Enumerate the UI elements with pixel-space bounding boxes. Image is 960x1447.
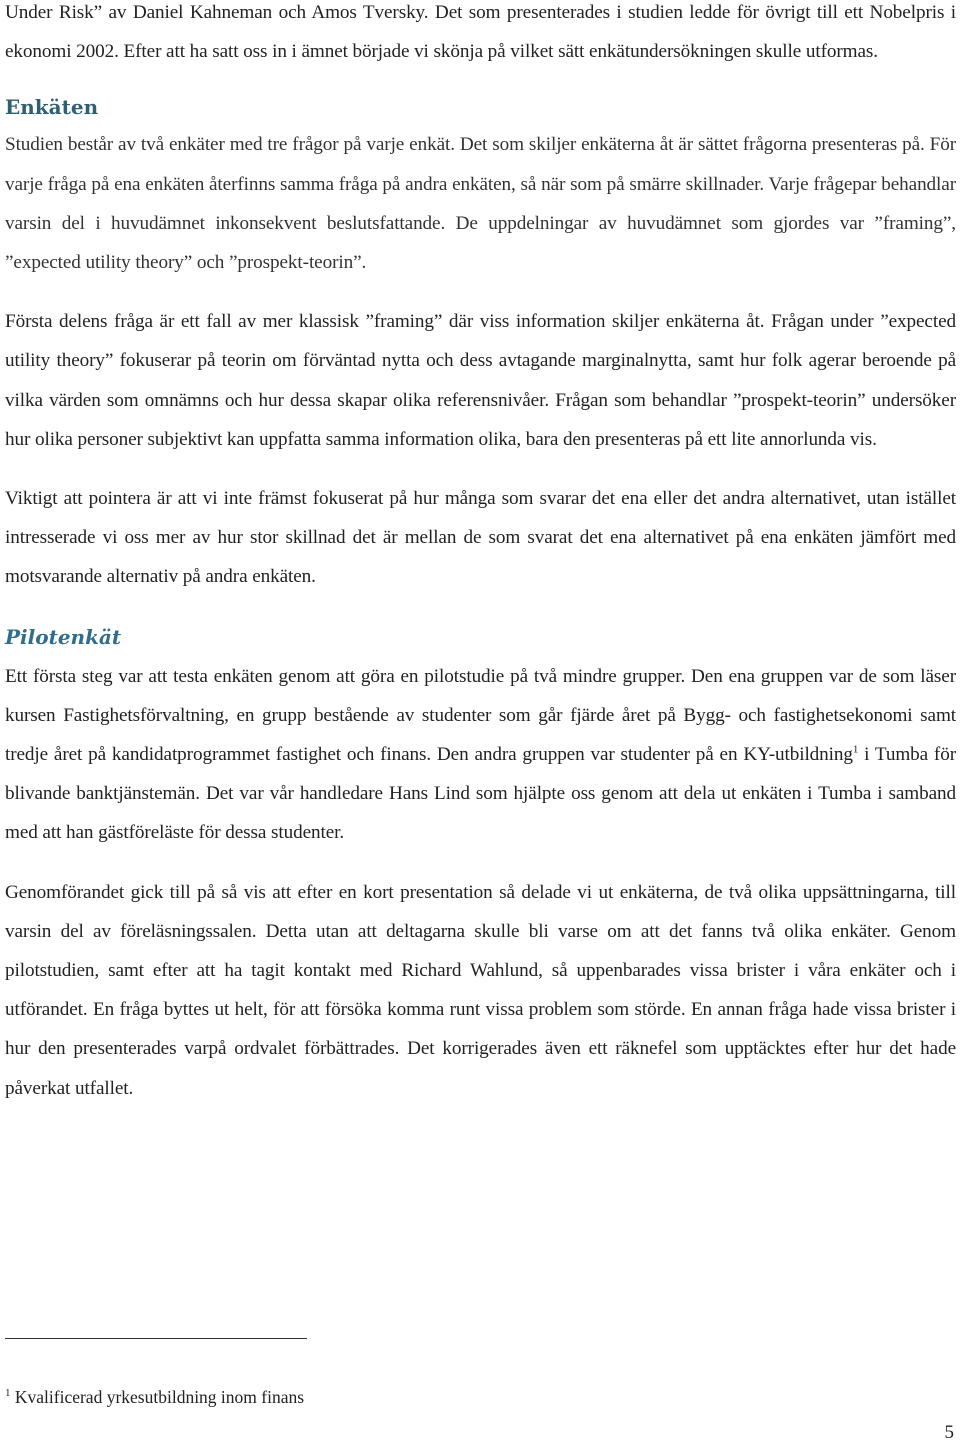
footnote-marker: 1 [5,1387,11,1400]
pilot-paragraph-1-part-a: Ett första steg var att testa enkäten genom att göra en pilotstudie på två mindre grupper. Den ena gruppen var de som läser kursen Fastighetsförvaltning, en grupp bestående av studenter som går fjärde året på Bygg- och fastighetsekonomi samt tredje året på kandidatprogrammet fastighet och finans. Den andra gruppen var studenter på en KY-utbildning [5,665,956,766]
pilot-paragraph-1 [5,657,956,853]
heading-pilotenkat: Pilotenkät [5,624,122,649]
footnote [5,1384,304,1410]
footnote-reference: 1 [852,743,859,756]
heading-enkaten: Enkäten [5,95,99,120]
intro-paragraph: Under Risk” av Daniel Kahneman och Amos Tversky. Det som presenterades i studien ledde för övrigt till ett Nobelpris i ekonomi 2002. Efter att ha satt oss in i ämnet började vi skönja på vilket sätt enkätundersökningen skulle utformas. [5,2,956,63]
footnote-text: Kvalificerad yrkesutbildning inom finans [10,1387,305,1407]
pilot-paragraph-2: Genomförandet gick till på så vis att efter en kort presentation så delade vi ut enkäterna, de två olika uppsättningarna, till varsin del av föreläsningssalen. Detta utan att deltagarna skulle bli varse om att det fanns två olika enkäter. Genom pilotstudien, samt efter att ha tagit kontakt med Richard Wahlund, så uppenbarades vissa brister i våra enkäter och i utförandet. En fråga byttes ut helt, för att försöka komma runt vissa problem som störde. En annan fråga hade vissa brister i hur den presenterades varpå ordvalet förbättrades. Det korrigerades även ett räknefel som upptäcktes efter hur det hade påverkat utfallet. [5,881,956,1099]
page-number: 5 [944,1422,954,1443]
enkaten-paragraph-3: Viktigt att pointera är att vi inte främst fokuserat på hur många som svarar det ena eller det andra alternativet, utan istället intresserade vi oss mer av hur stor skillnad det är mellan de som svarat det ena alternativet på ena enkäten jämfört med motsvarande alternativ på andra enkäten. [5,488,956,588]
enkaten-paragraph-2: Första delens fråga är ett fall av mer klassisk ”framing” där viss information skiljer enkäterna åt. Frågan under ”expected utility theory” fokuserar på teorin om förväntad nytta och dess avtagande marginalnytta, samt hur folk agerar beroende på vilka värden som omnämns och hur dessa skapar olika referensnivåer. Frågan som behandlar ”prospekt-teorin” undersöker hur olika personer subjektivt kan uppfatta samma information olika, bara den presenteras på ett lite annorlunda vis. [5,311,956,450]
footnote-divider [5,1338,307,1339]
document-page [5,0,956,1108]
enkaten-paragraph-1: Studien består av två enkäter med tre frågor på varje enkät. Det som skiljer enkäterna åt är sättet frågorna presenteras på. För varje fråga på ena enkäten återfinns samma fråga på andra enkäten, så när som på smärre skillnader. Varje frågepar behandlar varsin del i huvudämnet inkonsekvent beslutsfattande. De uppdelningar av huvudämnet som gjordes var ”framing”, ”expected utility theory” och ”prospekt-teorin”. [5,134,956,274]
pilot-paragraph-1-part-b: i Tumba för blivande banktjänstemän. Det var vår handledare Hans Lind som hjälpte oss genom att dela ut enkäten i Tumba i samband med att han gästföreläste för dessa studenter. [5,744,956,844]
